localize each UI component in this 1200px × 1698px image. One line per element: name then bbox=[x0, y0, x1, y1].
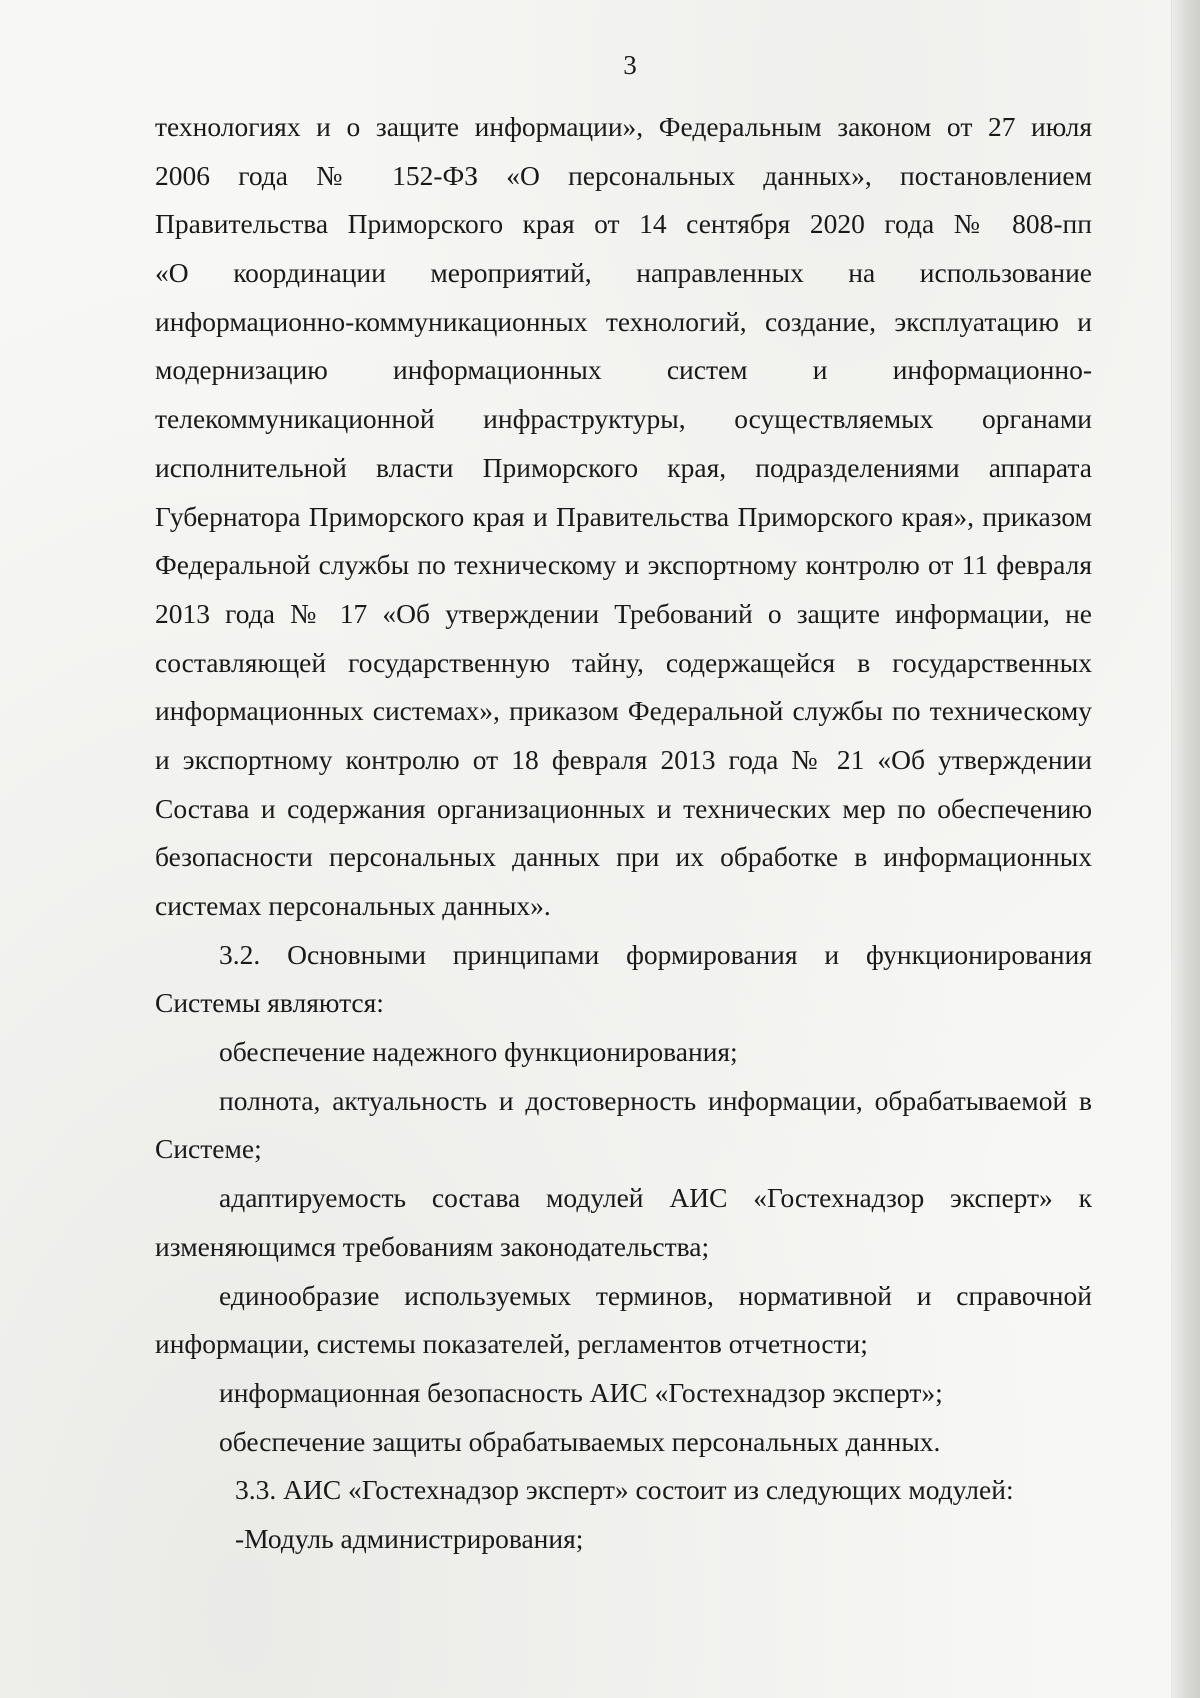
text-line: Системы являются: bbox=[155, 987, 384, 1019]
text-line: 3.3. АИС «Гостехнадзор эксперт» состоит из следующих модулей: bbox=[235, 1474, 1014, 1506]
text-line: модернизацию информационных систем и информационно- bbox=[155, 354, 1092, 386]
text-line: информации, системы показателей, регламентов отчетности; bbox=[155, 1328, 868, 1360]
text-line: полнота, актуальность и достоверность информации, обрабатываемой в bbox=[219, 1084, 1092, 1116]
text-line: технологиях и о защите информации», Федеральным законом от 27 июля bbox=[155, 111, 1092, 142]
text-line: -Модуль администрирования; bbox=[235, 1522, 584, 1554]
text-line: информационных системах», приказом Федеральной службы по техническому bbox=[155, 695, 1092, 727]
text-line: единообразие используемых терминов, нормативной и справочной bbox=[219, 1279, 1092, 1311]
text-line: Состава и содержания организационных и технических мер по обеспечению bbox=[155, 792, 1092, 824]
text-line: Губернатора Приморского края и Правительства Приморского края», приказом bbox=[155, 500, 1092, 532]
text-line: безопасности персональных данных при их обработке в информационных bbox=[155, 841, 1092, 873]
text-line: изменяющимся требованиям законодательства; bbox=[155, 1230, 710, 1262]
text-line: 3.2. Основными принципами формирования и функционирования bbox=[219, 938, 1092, 970]
text-line: системах персональных данных». bbox=[155, 890, 551, 921]
text-line: 2013 года № 17 «Об утверждении Требований о защите информации, не bbox=[155, 597, 1092, 629]
text-line: Федеральной службы по техническому и экспортному контролю от 11 февраля bbox=[155, 549, 1092, 581]
text-line: Системе; bbox=[155, 1133, 262, 1165]
text-line: информационная безопасность АИС «Гостехнадзор эксперт»; bbox=[219, 1376, 943, 1408]
document-body bbox=[155, 103, 1092, 1564]
text-line: телекоммуникационной инфраструктуры, осуществляемых органами bbox=[155, 403, 1092, 435]
text-line: адаптируемость состава модулей АИС «Гостехнадзор эксперт» к bbox=[219, 1182, 1092, 1214]
page-number: 3 bbox=[623, 50, 637, 80]
text-line: и экспортному контролю от 18 февраля 2013 года № 21 «Об утверждении bbox=[155, 743, 1092, 775]
text-line: информационно-коммуникационных технологий, создание, эксплуатацию и bbox=[155, 305, 1092, 337]
text-line: «О координации мероприятий, направленных на использование bbox=[155, 257, 1092, 289]
text-line: составляющей государственную тайну, содержащейся в государственных bbox=[155, 646, 1092, 678]
text-line: обеспечение надежного функционирования; bbox=[219, 1036, 738, 1068]
text-line: 2006 года № 152-ФЗ «О персональных данных», постановлением bbox=[155, 159, 1092, 191]
text-line: обеспечение защиты обрабатываемых персональных данных. bbox=[219, 1425, 941, 1457]
text-line: Правительства Приморского края от 14 сентября 2020 года № 808-пп bbox=[155, 208, 1092, 240]
scan-edge-shadow bbox=[1171, 0, 1200, 1698]
text-line: исполнительной власти Приморского края, подразделениями аппарата bbox=[155, 451, 1092, 483]
